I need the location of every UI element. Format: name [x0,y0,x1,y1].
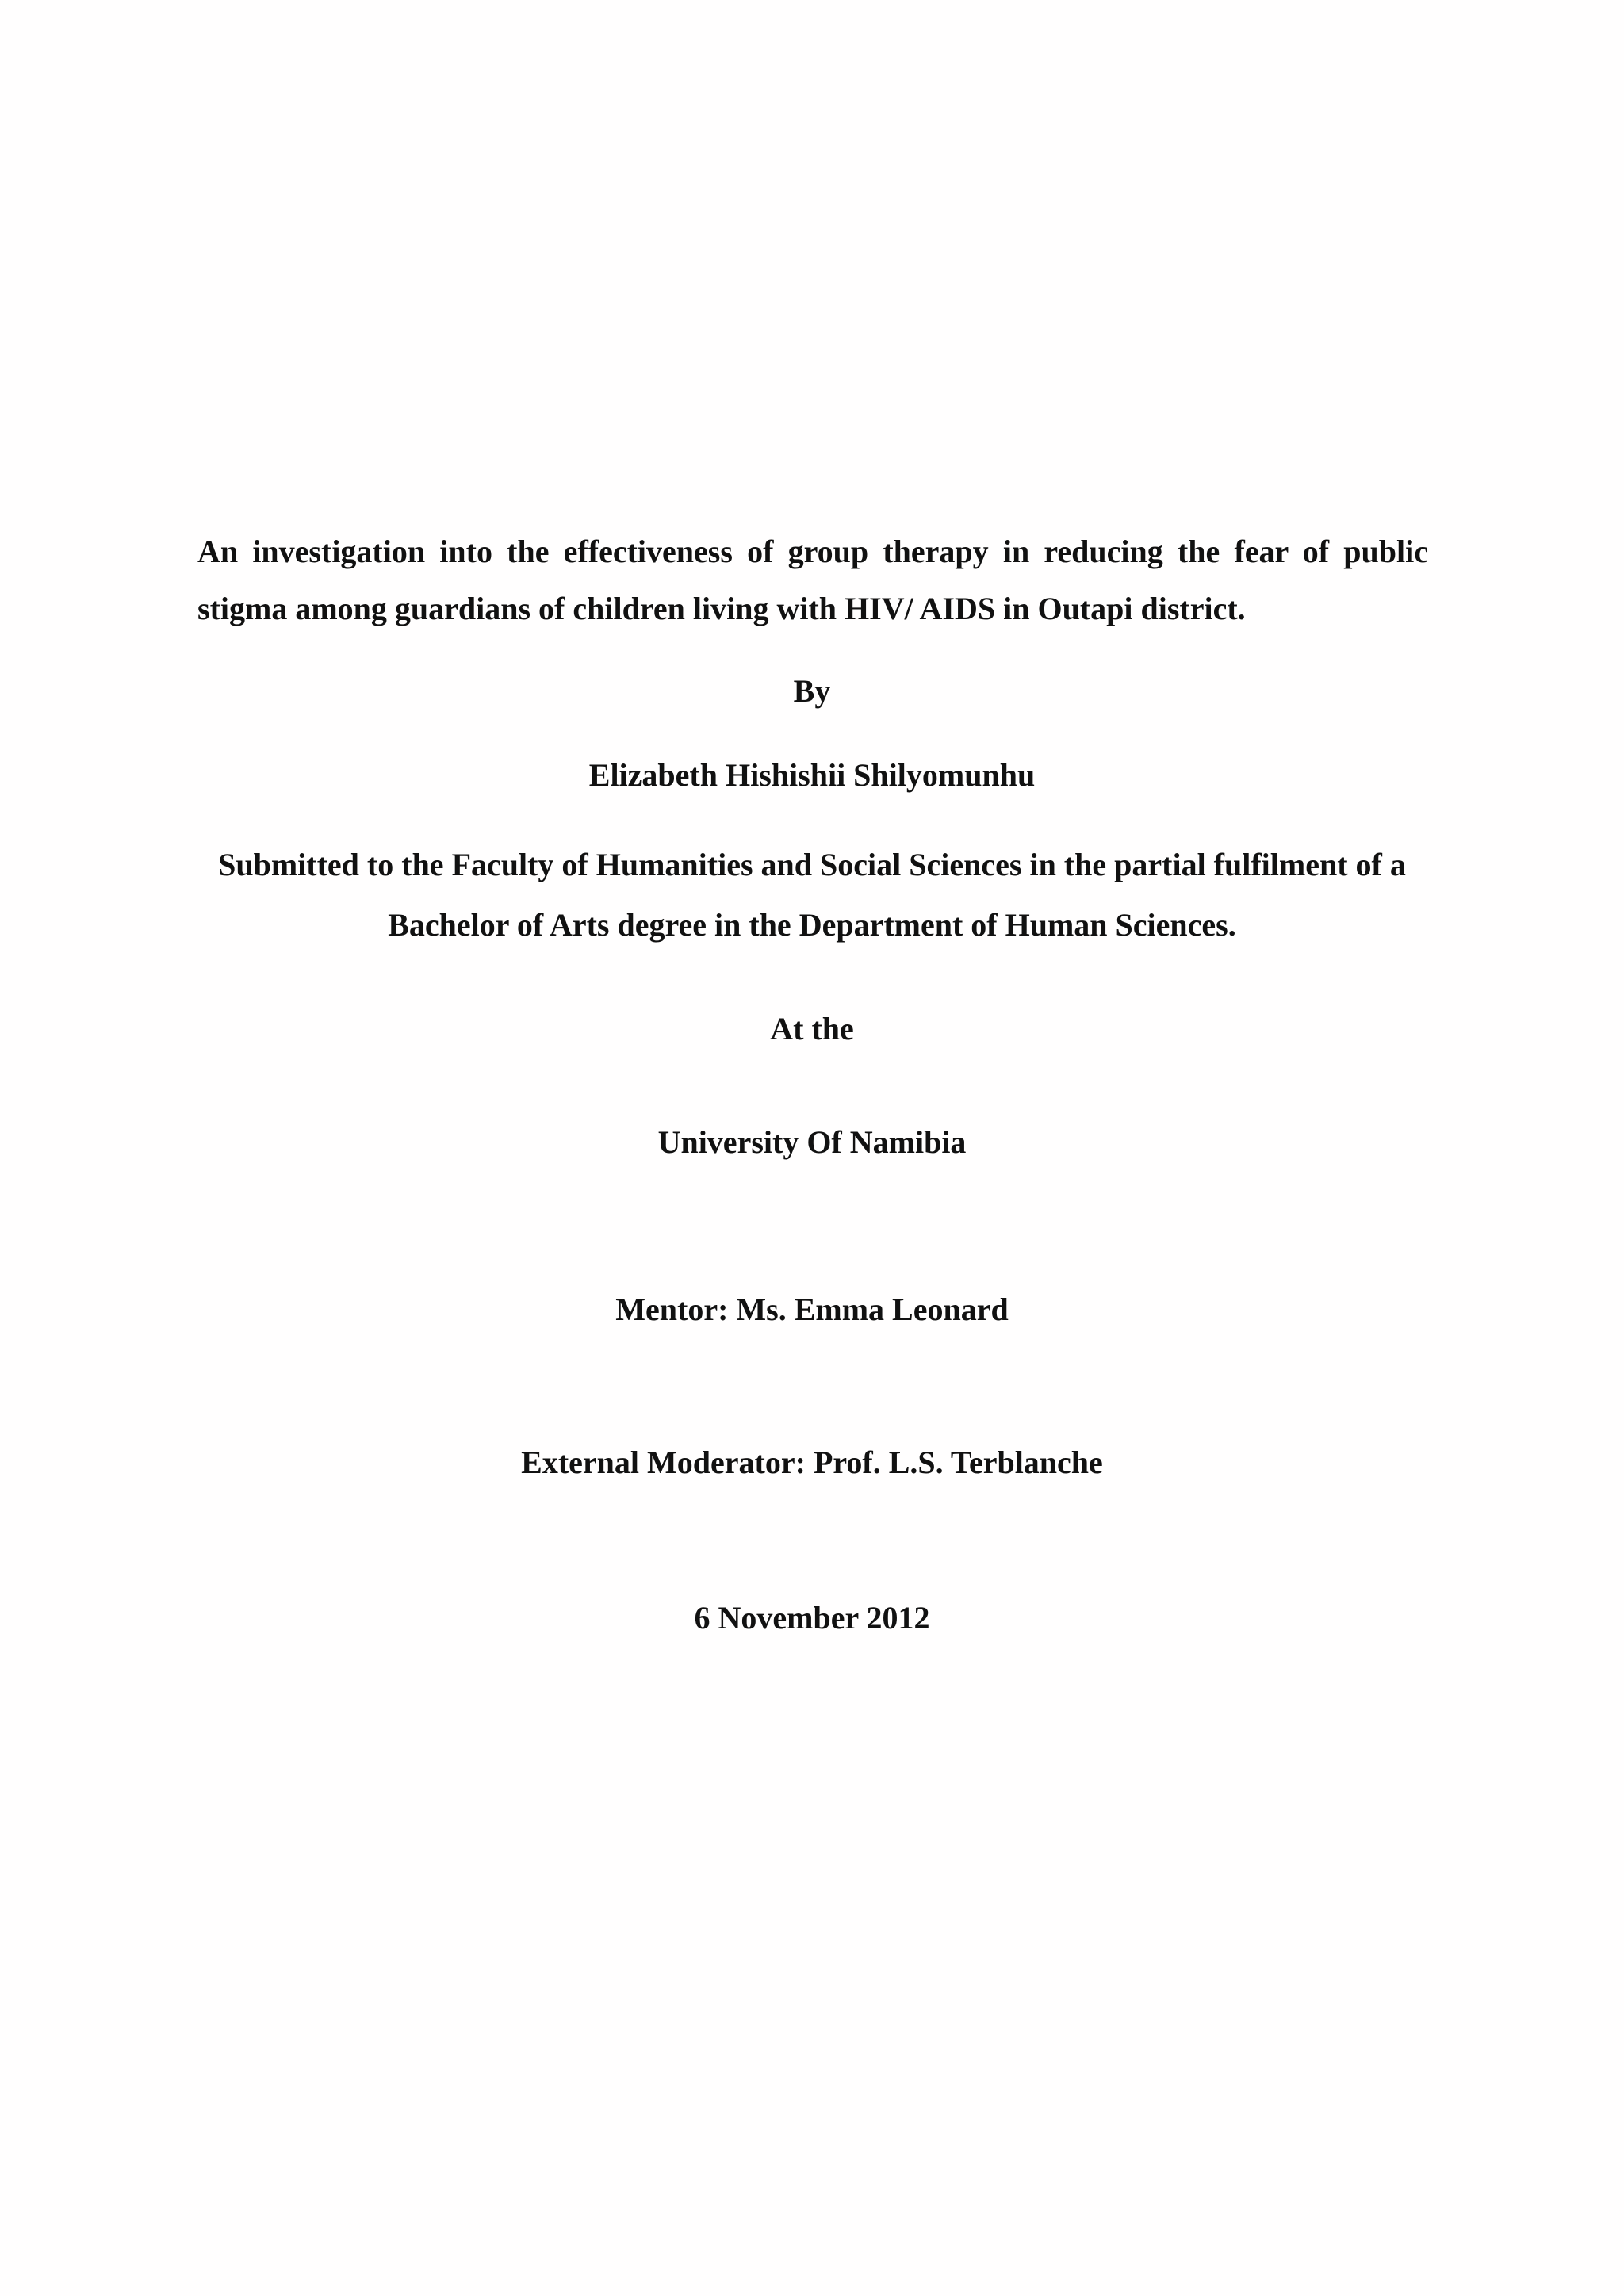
thesis-title: An investigation into the effectiveness of group therapy in reducing the fear of public stigma among guardians of children living with HIV/ AIDS in Outapi district. [197,534,1428,626]
institution-name: University Of Namibia [657,1124,967,1160]
author-name: Elizabeth Hishishii Shilyomunhu [588,757,1036,793]
by-label: By [793,673,831,709]
mentor-line: Mentor: Ms. Emma Leonard [615,1292,1009,1327]
external-moderator-line: External Moderator: Prof. L.S. Terblanche [521,1445,1103,1480]
submission-statement: Submitted to the Faculty of Humanities and Social Sciences in the partial fulfilment of a Bachelor of Arts degree in the Department of Human Sciences. [218,847,1406,943]
submission-date: 6 November 2012 [694,1600,930,1636]
at-label: At the [770,1011,854,1047]
